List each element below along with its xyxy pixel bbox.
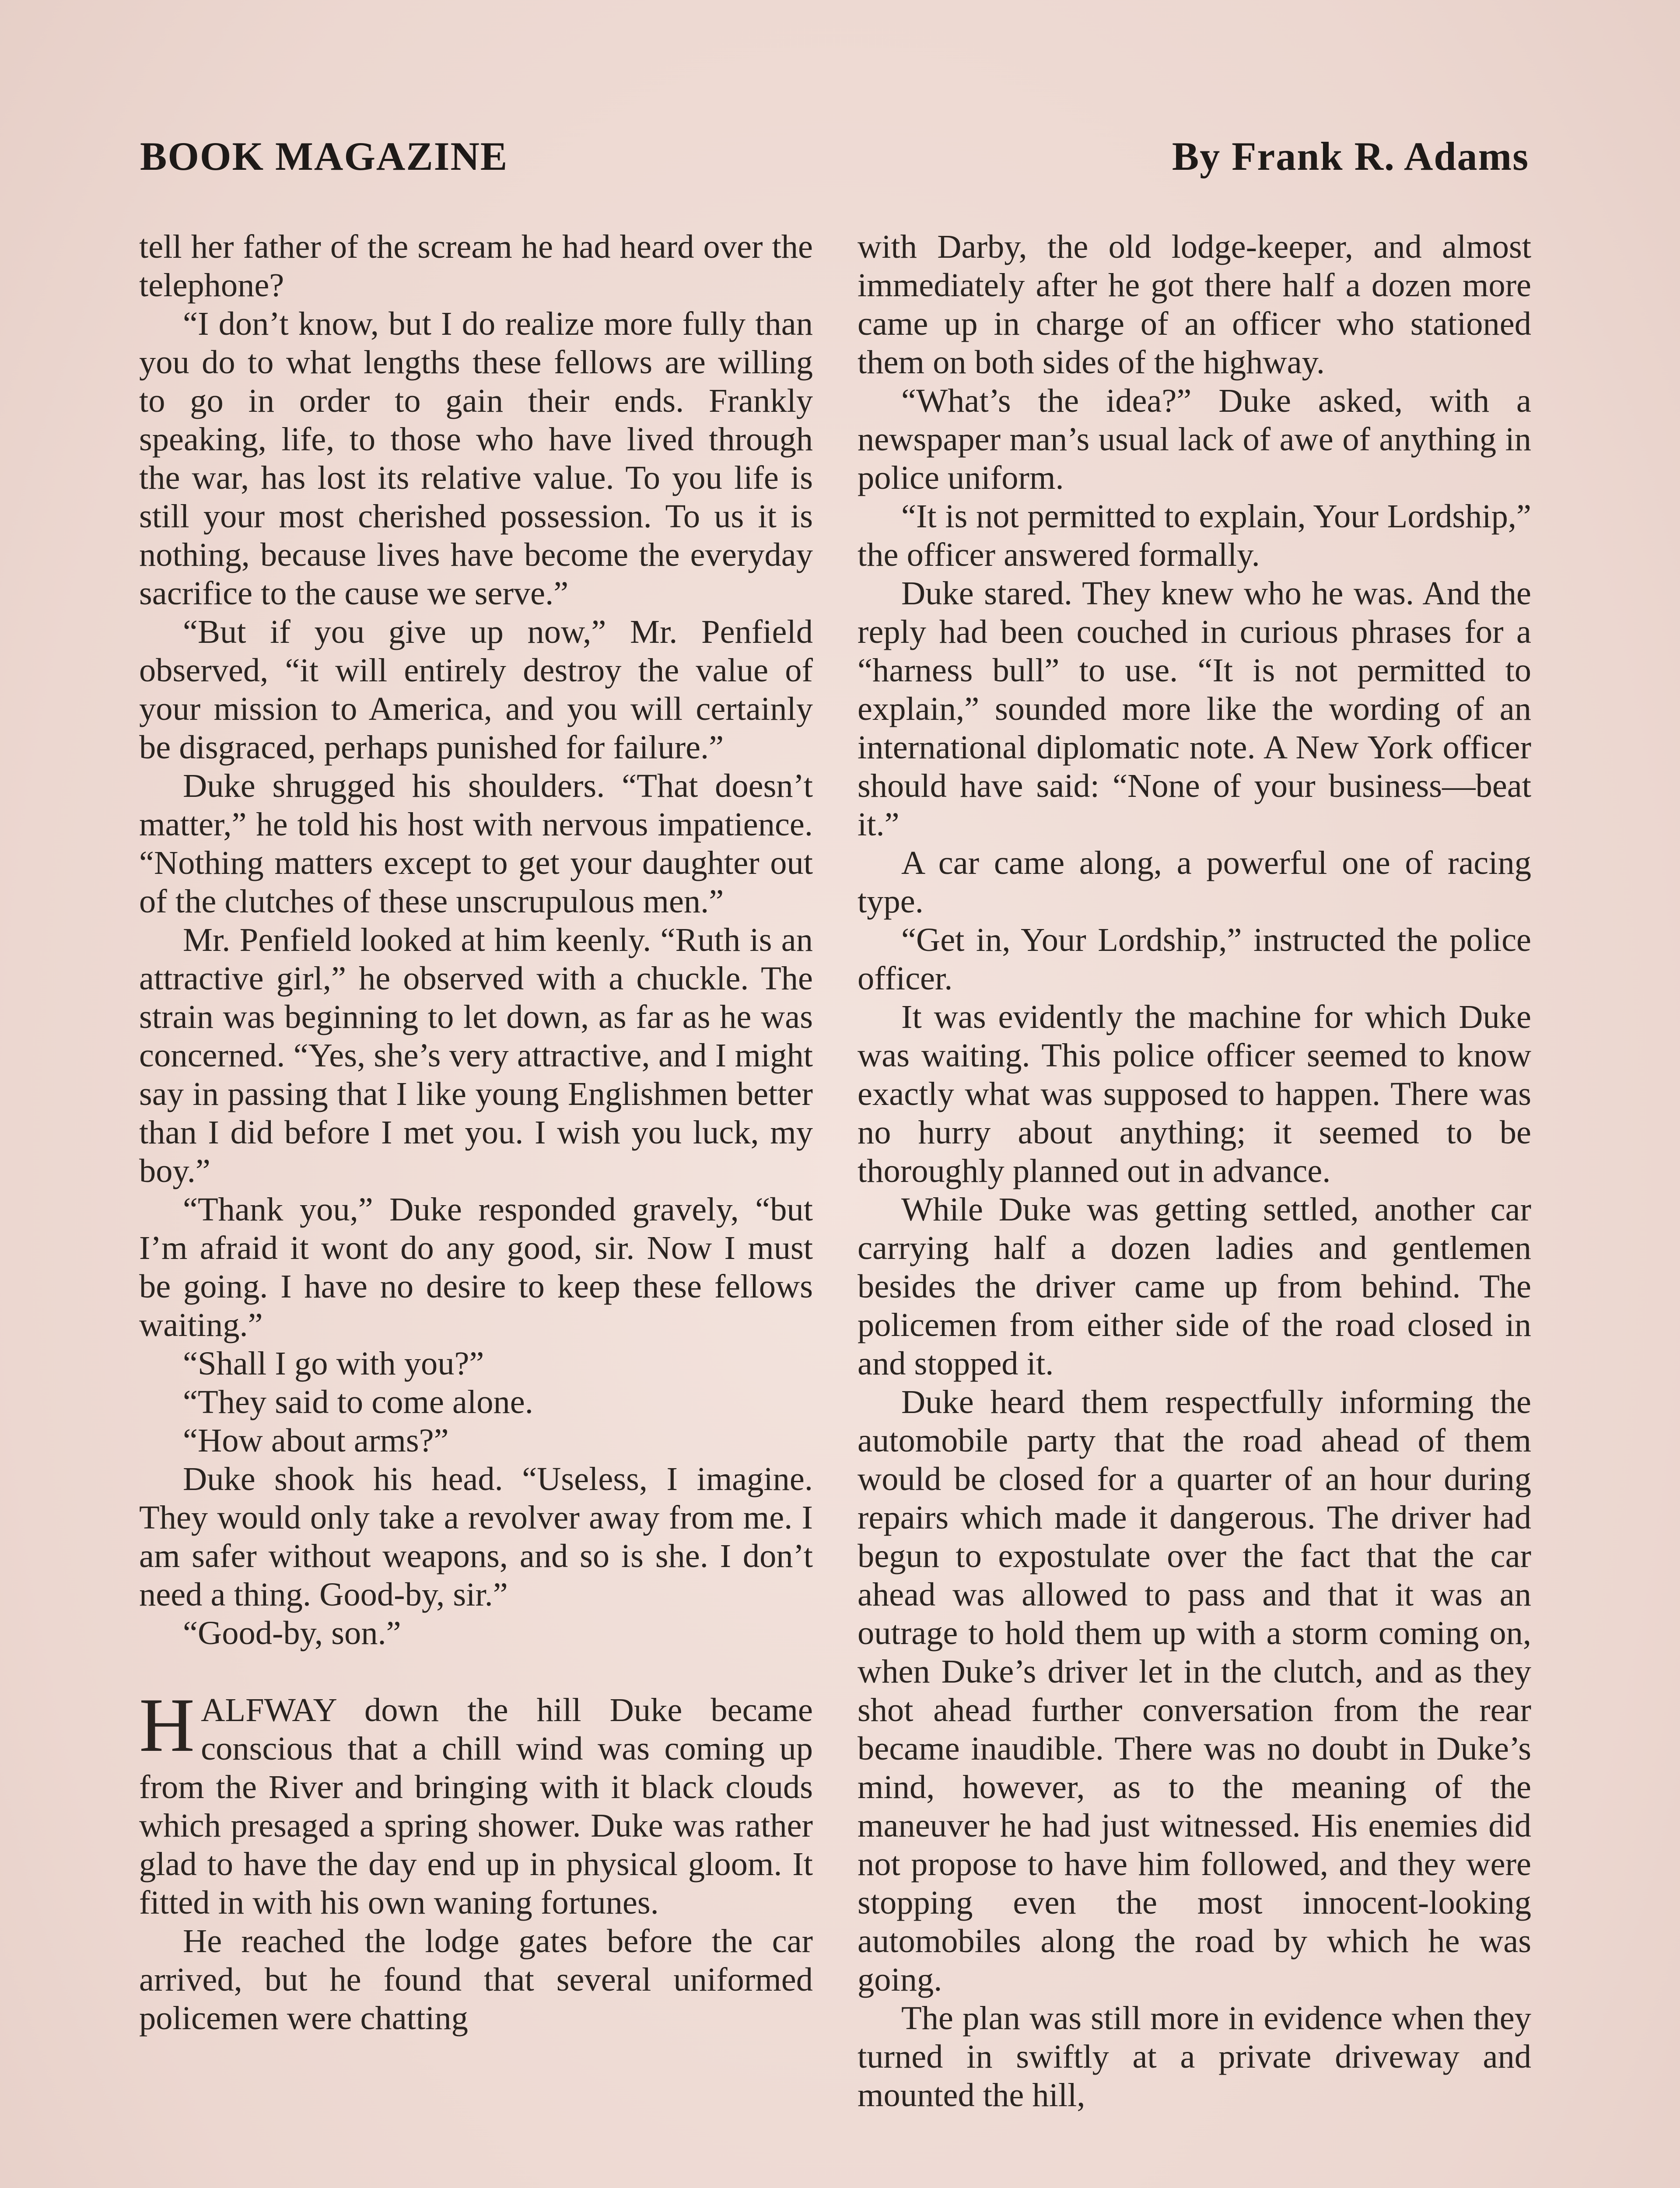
paragraph: “Thank you,” Duke responded gravely, “but I’m afraid it wont do any good, sir. Now I must be going. I have no desire to keep these fellows waiting.” (139, 1191, 813, 1343)
paragraph: “What’s the idea?” Duke asked, with a newspaper man’s usual lack of awe of anything in police uniform. (858, 382, 1531, 496)
paragraph: “Shall I go with you?” (183, 1345, 484, 1382)
section-opening-paragraph (139, 1683, 813, 1922)
paragraph: with Darby, the old lodge-keeper, and almost immediately after he got there half a dozen more came up in charge of an officer who stationed them on both sides of the highway. (858, 228, 1531, 381)
paragraph: Duke shrugged his shoulders. “That doesn’t matter,” he told his host with nervous impatience. “Nothing matters except to get your daughter out of the clutches of these unscrupulous men.” (139, 767, 813, 920)
right-text-column (858, 228, 1531, 2114)
left-text-column (139, 228, 813, 2037)
paragraph: A car came along, a powerful one of racing type. (858, 844, 1531, 920)
paragraph: Duke heard them respectfully informing the automobile party that the road ahead of them would be closed for a quarter of an hour during repairs which made it dangerous. The driver had begun to expostulate over the fact that the car ahead was allowed to pass and that it was an outrage to hold them up with a storm coming on, when Duke’s driver let in the clutch, and as they shot ahead further conversation from the rear became inaudible. There was no doubt in Duke’s mind, however, as to the meaning of the maneuver he had just witnessed. His enemies did not propose to have him followed, and they were stopping even the most innocent-looking automobiles along the road by which he was going. (858, 1383, 1531, 1998)
paragraph: Duke shook his head. “Useless, I imagine. They would only take a revolver away from me. I am safer without weapons, and so is she. I don’t need a thing. Good-by, sir.” (139, 1460, 813, 1613)
paragraph: “Get in, Your Lordship,” instructed the police officer. (858, 921, 1531, 997)
paragraph: He reached the lodge gates before the car arrived, but he found that several uniformed policemen were chatting (139, 1922, 813, 2037)
paragraph: “It is not permitted to explain, Your Lordship,” the officer answered formally. (858, 498, 1531, 573)
drop-cap: H (139, 1683, 195, 1768)
paragraph: “Good-by, son.” (183, 1614, 401, 1652)
paragraph: Mr. Penfield looked at him keenly. “Ruth is an attractive girl,” he observed with a chuckle. The strain was beginning to let down, as far as he was concerned. “Yes, she’s very attractive, and I might say in passing that I like young Englishmen better than I did before I met you. I wish you luck, my boy.” (139, 921, 813, 1189)
magazine-title: BOOK MAGAZINE (140, 134, 508, 179)
paragraph: It was evidently the machine for which Duke was waiting. This police officer seemed to know exactly what was supposed to happen. There was no hurry about anything; it seemed to be thoroughly planned out in advance. (858, 998, 1531, 1189)
paragraph: The plan was still more in evidence when they turned in swiftly at a private driveway and mounted the hill, (858, 1999, 1531, 2114)
paragraph: While Duke was getting settled, another car carrying half a dozen ladies and gentlemen besides the driver came up from behind. The policemen from either side of the road closed in and stopped it. (858, 1191, 1531, 1382)
paragraph: “I don’t know, but I do realize more fully than you do to what lengths these fellows are willing to go in order to gain their ends. Frankly speaking, life, to those who have lived through the war, has lost its relative value. To you life is still your most cherished possession. To us it is nothing, because lives have become the everyday sacrifice to the cause we serve.” (139, 305, 813, 612)
paragraph: “But if you give up now,” Mr. Penfield observed, “it will entirely destroy the value of your mission to America, and you will certainly be disgraced, perhaps punished for failure.” (139, 613, 813, 766)
paragraph: Duke stared. They knew who he was. And the reply had been couched in curious phrases for a “harness bull” to use. “It is not permitted to explain,” sounded more like the wording of an international diplomatic note. A New York officer should have said: “None of your business—beat it.” (858, 575, 1531, 843)
paragraph: “They said to come alone. (183, 1383, 533, 1420)
running-header (140, 128, 1529, 185)
paragraph: tell her father of the scream he had heard over the telephone? (139, 228, 813, 304)
section-text: ALFWAY down the hill Duke became conscious that a chill wind was coming up from the River and bringing with it black clouds which presaged a spring shower. Duke was rather glad to have the day end up in physical gloom. It fitted in with his own waning fortunes. (139, 1691, 813, 1921)
paragraph: “How about arms?” (183, 1422, 449, 1459)
author-byline: By Frank R. Adams (1172, 134, 1529, 179)
